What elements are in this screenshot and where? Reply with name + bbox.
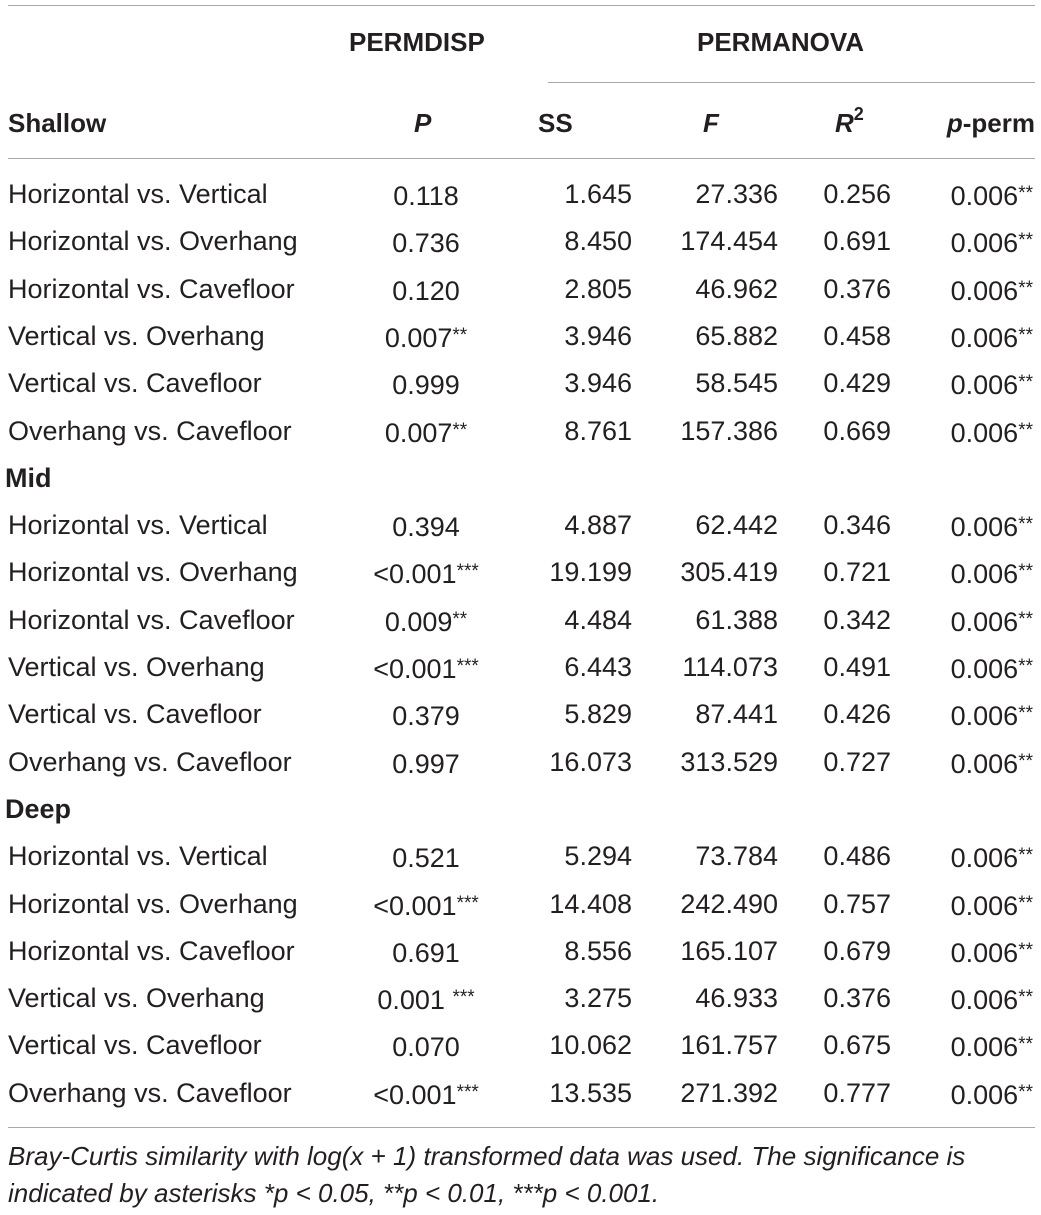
pperm-italic: p	[946, 108, 963, 138]
comparison-label: Horizontal vs. Cavefloor	[8, 604, 295, 635]
permanova-ss-value: 6.443	[564, 652, 632, 682]
permanova-ss-value: 3.946	[564, 368, 632, 399]
permanova-r2-value: 0.429	[823, 368, 891, 399]
significance-stars: **	[1018, 372, 1033, 394]
comparison-label: Vertical vs. Overhang	[8, 652, 265, 682]
table-footnote: Bray-Curtis similarity with log(x + 1) transformed data was used. The significance is indicated by asterisks *p < 0.05, **p < 0.01, ***p < 0.001.	[8, 1141, 966, 1208]
permanova-f-value: 46.962	[695, 273, 778, 304]
permdisp-p-value	[320, 225, 532, 259]
permdisp-p-value	[320, 1077, 532, 1111]
p-value-text: 0.120	[392, 275, 460, 306]
p-value-text: 0.521	[392, 843, 460, 874]
permanova-f-value: 61.388	[695, 604, 778, 635]
header-bottom-rule	[8, 158, 1035, 159]
comparison-label: Vertical vs. Overhang	[8, 320, 265, 351]
significance-stars: **	[452, 324, 468, 346]
pperm-value-text: 0.006	[950, 843, 1019, 874]
permdisp-p-value	[320, 935, 532, 969]
p-value-text: 0.007	[384, 322, 453, 353]
pperm-value-text: 0.006	[950, 890, 1019, 921]
group-header-permdisp: PERMDISP	[349, 27, 485, 57]
table-bottom-rule	[8, 1127, 1035, 1128]
comparison-label: Horizontal vs. Overhang	[8, 557, 298, 588]
permanova-f-value: 157.386	[680, 415, 778, 446]
p-value-text: 0.070	[392, 1032, 460, 1063]
permanova-ss-value: 4.887	[564, 510, 632, 541]
permdisp-p-value	[320, 651, 532, 685]
significance-stars: **	[1018, 939, 1033, 961]
pperm-value-text: 0.006	[950, 417, 1019, 448]
permanova-r2-value: 0.669	[823, 415, 891, 446]
permanova-f-value: 27.336	[695, 179, 778, 209]
pperm-value-text: 0.006	[950, 275, 1019, 306]
p-value-text: 0.736	[392, 228, 460, 259]
permanova-pperm-value	[951, 935, 1033, 969]
permanova-f-value: 62.442	[695, 510, 778, 541]
p-value-text: 0.007	[384, 417, 453, 448]
p-value-text: 0.999	[392, 370, 460, 401]
pperm-value-text: 0.006	[950, 181, 1019, 211]
significance-stars: ***	[456, 892, 479, 914]
significance-stars: **	[1018, 750, 1033, 772]
significance-stars: **	[1018, 703, 1033, 725]
r2-base: R	[835, 108, 854, 138]
permanova-ss-value: 8.556	[564, 935, 632, 966]
permdisp-p-value	[320, 746, 532, 780]
permanova-r2-value: 0.342	[823, 604, 891, 635]
pperm-value-text: 0.006	[950, 985, 1019, 1016]
significance-stars: **	[1018, 230, 1033, 252]
permdisp-p-value	[320, 840, 532, 874]
significance-stars: **	[1018, 1034, 1033, 1056]
comparison-label: Horizontal vs. Cavefloor	[8, 273, 295, 304]
section-label: Mid	[5, 462, 52, 493]
p-value-text: 0.997	[392, 748, 460, 779]
permdisp-p-value	[320, 273, 532, 307]
permanova-pperm-value	[951, 982, 1033, 1016]
pperm-value-text: 0.006	[950, 701, 1019, 732]
permanova-r2-value: 0.256	[823, 179, 891, 209]
permdisp-p-value	[320, 698, 532, 732]
permanova-r2-value: 0.757	[823, 888, 891, 919]
pperm-value-text: 0.006	[950, 1079, 1019, 1110]
permanova-pperm-value	[951, 698, 1033, 732]
permanova-ss-value: 16.073	[549, 746, 632, 777]
column-header-pperm	[947, 107, 1035, 139]
pperm-rest: -perm	[962, 108, 1035, 138]
permanova-r2-value: 0.727	[823, 746, 891, 777]
permanova-f-value: 271.392	[680, 1077, 778, 1108]
group-header-permanova: PERMANOVA	[697, 27, 865, 57]
permanova-f-value: 73.784	[695, 841, 778, 872]
comparison-label: Vertical vs. Cavefloor	[8, 1030, 262, 1061]
significance-stars: **	[1018, 656, 1033, 677]
comparison-label: Vertical vs. Cavefloor	[8, 699, 262, 730]
significance-stars: **	[1018, 1081, 1033, 1103]
permdisp-p-value	[320, 509, 532, 543]
comparison-label: Overhang vs. Cavefloor	[8, 746, 292, 777]
p-value-text: <0.001	[373, 890, 457, 921]
section-label: Deep	[5, 793, 72, 824]
permanova-ss-value: 10.062	[549, 1030, 632, 1061]
permanova-r2-value: 0.458	[823, 320, 891, 351]
p-value-text: <0.001	[373, 654, 457, 684]
permanova-f-value: 46.933	[695, 983, 778, 1014]
comparison-label: Horizontal vs. Cavefloor	[8, 935, 295, 966]
comparison-label: Horizontal vs. Vertical	[8, 841, 268, 872]
significance-stars: **	[1018, 277, 1033, 299]
comparison-label: Vertical vs. Overhang	[8, 983, 265, 1014]
permanova-f-value: 305.419	[680, 557, 778, 588]
column-header-ss: SS	[538, 108, 573, 138]
pperm-value-text: 0.006	[950, 937, 1019, 968]
permanova-r2-value: 0.376	[823, 983, 891, 1014]
permanova-f-value: 58.545	[695, 368, 778, 399]
significance-stars: **	[1018, 892, 1033, 914]
significance-stars: **	[1018, 608, 1033, 630]
permdisp-p-value	[320, 320, 532, 354]
permanova-r2-value: 0.679	[823, 935, 891, 966]
p-value-text: 0.009	[384, 606, 453, 637]
comparison-label: Horizontal vs. Overhang	[8, 226, 298, 257]
permanova-pperm-value	[951, 604, 1033, 638]
permanova-f-value: 161.757	[680, 1030, 778, 1061]
comparison-label: Overhang vs. Cavefloor	[8, 415, 292, 446]
p-value-text: 0.394	[392, 512, 460, 543]
top-rule	[8, 5, 1035, 6]
permdisp-p-value	[320, 367, 532, 401]
permanova-group-rule	[548, 82, 1035, 83]
significance-stars: ***	[456, 561, 479, 583]
pperm-value-text: 0.006	[950, 322, 1019, 353]
permanova-r2-value: 0.777	[823, 1077, 891, 1108]
permanova-ss-value: 2.805	[564, 273, 632, 304]
permanova-ss-value: 8.761	[564, 415, 632, 446]
column-header-shallow: Shallow	[8, 108, 107, 138]
significance-stars: **	[1018, 324, 1033, 346]
permanova-r2-value: 0.691	[823, 226, 891, 257]
p-value-text: <0.001	[373, 1079, 457, 1110]
permanova-r2-value: 0.721	[823, 557, 891, 588]
permanova-r2-value: 0.376	[823, 273, 891, 304]
permanova-pperm-value	[951, 888, 1033, 922]
permanova-ss-value: 5.829	[564, 699, 632, 730]
significance-stars: **	[452, 419, 468, 441]
column-header-p: P	[414, 108, 432, 138]
column-header-r2	[835, 104, 864, 139]
p-value-text: <0.001	[373, 559, 457, 590]
permanova-f-value: 87.441	[695, 699, 778, 730]
permanova-ss-value: 14.408	[549, 888, 632, 919]
permanova-pperm-value	[951, 225, 1033, 259]
pperm-value-text: 0.006	[950, 606, 1019, 637]
significance-stars: ***	[452, 987, 475, 1009]
significance-stars: **	[1018, 183, 1033, 204]
permanova-f-value: 174.454	[680, 226, 778, 257]
pperm-value-text: 0.006	[950, 370, 1019, 401]
pperm-value-text: 0.006	[950, 512, 1019, 543]
permdisp-p-value	[320, 982, 532, 1016]
comparison-label: Horizontal vs. Vertical	[8, 510, 268, 541]
permanova-f-value: 165.107	[680, 935, 778, 966]
permanova-f-value: 313.529	[680, 746, 778, 777]
significance-stars: **	[1018, 987, 1033, 1009]
comparison-label: Horizontal vs. Overhang	[8, 888, 298, 919]
permanova-pperm-value	[951, 746, 1033, 780]
permanova-r2-value: 0.675	[823, 1030, 891, 1061]
permanova-ss-value: 1.645	[564, 179, 632, 209]
significance-stars: **	[1018, 561, 1033, 583]
p-value-text: 0.001	[377, 985, 453, 1016]
permanova-r2-value: 0.491	[823, 652, 891, 682]
permanova-f-value: 114.073	[682, 652, 778, 682]
permdisp-p-value	[320, 178, 532, 212]
permanova-pperm-value	[951, 509, 1033, 543]
permanova-ss-value: 8.450	[564, 226, 632, 257]
permanova-pperm-value	[951, 367, 1033, 401]
permdisp-p-value	[320, 556, 532, 590]
p-value-text: 0.379	[392, 701, 460, 732]
permanova-pperm-value	[951, 651, 1033, 685]
significance-stars: **	[452, 608, 468, 630]
significance-stars: ***	[456, 1081, 479, 1103]
pperm-value-text: 0.006	[950, 228, 1019, 259]
permanova-r2-value: 0.346	[823, 510, 891, 541]
permanova-pperm-value	[951, 320, 1033, 354]
pperm-value-text: 0.006	[950, 654, 1019, 684]
permdisp-p-value	[320, 604, 532, 638]
significance-stars: ***	[456, 656, 479, 677]
r2-superscript: 2	[853, 104, 864, 124]
comparison-label: Vertical vs. Cavefloor	[8, 368, 262, 399]
significance-stars: **	[1018, 514, 1033, 536]
comparison-label: Overhang vs. Cavefloor	[8, 1077, 292, 1108]
column-header-f: F	[703, 108, 719, 138]
permanova-pperm-value	[951, 1029, 1033, 1063]
comparison-label: Horizontal vs. Vertical	[8, 179, 268, 209]
p-value-text: 0.118	[393, 181, 459, 211]
p-value-text: 0.691	[392, 937, 460, 968]
permanova-ss-value: 13.535	[549, 1077, 632, 1108]
permanova-pperm-value	[951, 273, 1033, 307]
pperm-value-text: 0.006	[950, 559, 1019, 590]
permanova-r2-value: 0.486	[823, 841, 891, 872]
permdisp-p-value	[320, 888, 532, 922]
permanova-pperm-value	[951, 178, 1033, 212]
permanova-pperm-value	[951, 556, 1033, 590]
permdisp-p-value	[320, 415, 532, 449]
permanova-ss-value: 19.199	[549, 557, 632, 588]
permanova-r2-value: 0.426	[823, 699, 891, 730]
permanova-f-value: 65.882	[695, 320, 778, 351]
pperm-value-text: 0.006	[950, 1032, 1019, 1063]
permanova-ss-value: 3.275	[564, 983, 632, 1014]
pperm-value-text: 0.006	[950, 748, 1019, 779]
permanova-ss-value: 4.484	[564, 604, 632, 635]
permdisp-p-value	[320, 1029, 532, 1063]
permanova-f-value: 242.490	[680, 888, 778, 919]
permanova-ss-value: 3.946	[564, 320, 632, 351]
significance-stars: **	[1018, 419, 1033, 441]
permanova-pperm-value	[951, 415, 1033, 449]
permanova-ss-value: 5.294	[564, 841, 632, 872]
significance-stars: **	[1018, 845, 1033, 867]
permanova-pperm-value	[951, 1077, 1033, 1111]
permanova-pperm-value	[951, 840, 1033, 874]
